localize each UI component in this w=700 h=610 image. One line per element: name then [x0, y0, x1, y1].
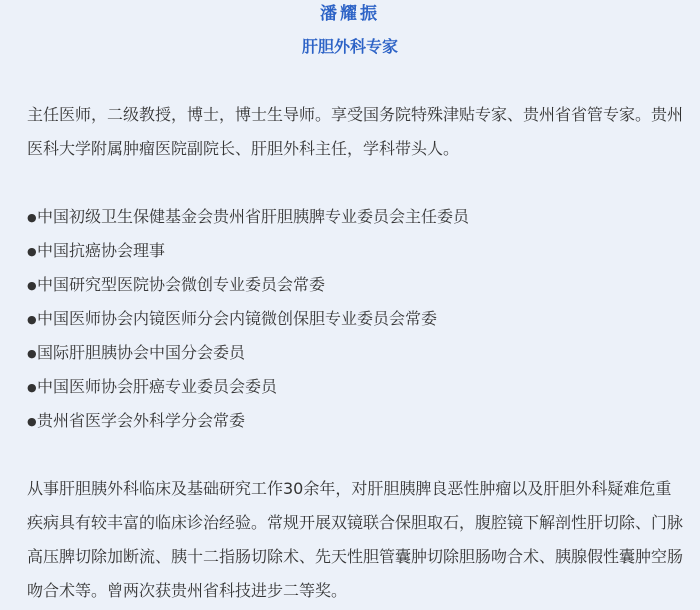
role-label: 中国抗癌协会理事 — [37, 241, 166, 260]
bullet-icon: ● — [27, 381, 37, 394]
intro-paragraph: 主任医师，二级教授，博士，博士生导师。享受国务院特殊津贴专家、贵州省省管专家。贵州医科大学附属肿瘤医院副院长、肝胆外科主任，学科带头人。 — [27, 105, 684, 158]
bullet-icon: ● — [27, 279, 37, 292]
doctor-name: 潘耀振 — [320, 4, 380, 24]
role-label: 国际肝胆胰协会中国分会委员 — [37, 343, 246, 362]
bullet-icon: ● — [27, 245, 37, 258]
bullet-icon: ● — [27, 415, 37, 428]
roles-list — [27, 200, 687, 438]
role-label: 中国研究型医院协会微创专业委员会常委 — [37, 275, 326, 294]
list-item — [27, 404, 687, 438]
experience-paragraph: 从事肝胆胰外科临床及基础研究工作30余年，对肝胆胰脾良恶性肿瘤以及肝胆外科疑难危重疾病具有较丰富的临床诊治经验。常规开展双镜联合保胆取石，腹腔镜下解剖性肝切除、门脉高压脾切除加断流、胰十二指肠切除术、先天性胆管囊肿切除胆肠吻合术、胰腺假性囊肿空肠吻合术等。曾两次获贵州省科技进步二等奖。 — [27, 479, 684, 600]
list-item — [27, 336, 687, 370]
list-item — [27, 200, 687, 234]
role-label: 中国医师协会内镜医师分会内镜微创保胆专业委员会常委 — [37, 309, 438, 328]
list-item — [27, 302, 687, 336]
bullet-icon: ● — [27, 211, 37, 224]
role-label: 中国初级卫生保健基金会贵州省肝胆胰脾专业委员会主任委员 — [37, 207, 470, 226]
role-label: 贵州省医学会外科学分会常委 — [37, 411, 246, 430]
list-item — [27, 234, 687, 268]
bullet-icon: ● — [27, 347, 37, 360]
list-item — [27, 370, 687, 404]
role-label: 中国医师协会肝癌专业委员会委员 — [37, 377, 278, 396]
bullet-icon: ● — [27, 313, 37, 326]
doctor-title: 肝胆外科专家 — [301, 37, 398, 56]
list-item — [27, 268, 687, 302]
